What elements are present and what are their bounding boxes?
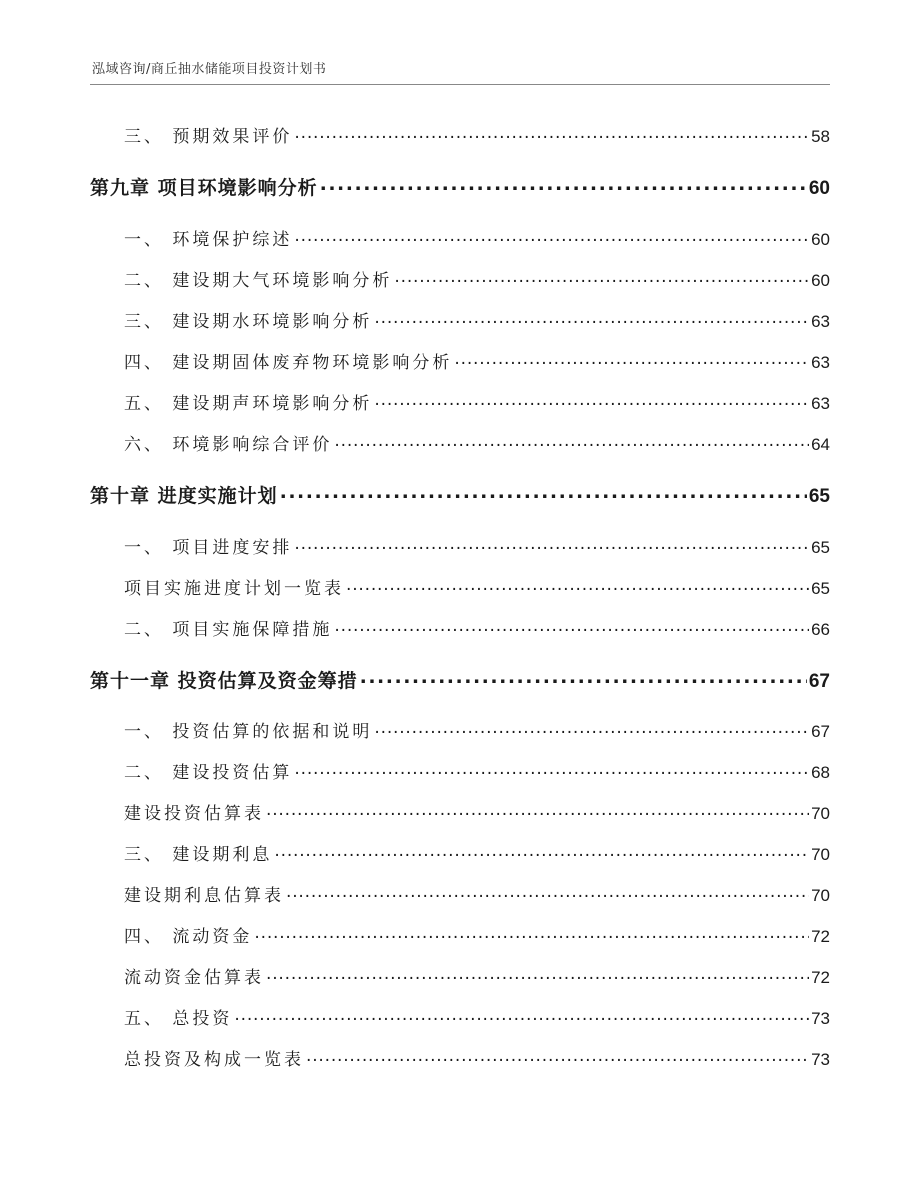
- toc-chapter-title: 第十一章 投资估算及资金筹措: [90, 670, 358, 692]
- toc-entry[interactable]: [90, 717, 830, 742]
- toc-table-entry[interactable]: [90, 963, 830, 988]
- toc-entry-page: 68: [811, 763, 830, 782]
- toc-entry-page: 60: [811, 230, 830, 249]
- toc-entry-title: 五、 建设期声环境影响分析: [124, 394, 373, 414]
- toc-entry-title: 三、 预期效果评价: [124, 127, 293, 147]
- dot-leader: [286, 884, 809, 901]
- toc-entry-page: 60: [811, 271, 830, 290]
- toc-entry-title: 一、 投资估算的依据和说明: [124, 722, 373, 742]
- dot-leader: [266, 966, 809, 983]
- toc-chapter-page: 65: [808, 486, 830, 507]
- toc-entry[interactable]: [90, 615, 830, 640]
- dot-leader: [346, 577, 809, 594]
- toc-entry[interactable]: [90, 225, 830, 250]
- toc-entry[interactable]: [90, 758, 830, 783]
- toc-entry-title: 建设投资估算表: [124, 804, 264, 824]
- toc-table-entry[interactable]: [90, 799, 830, 824]
- dot-leader: [274, 843, 809, 860]
- toc-entry-page: 70: [811, 804, 830, 823]
- toc-entry[interactable]: [90, 922, 830, 947]
- toc-entry-title: 三、 建设期利息: [124, 845, 273, 865]
- dot-leader: [306, 1048, 809, 1065]
- toc-table-entry[interactable]: [90, 574, 830, 599]
- toc-entry[interactable]: [90, 430, 830, 455]
- toc-entry-page: 73: [811, 1050, 830, 1069]
- toc-chapter-title: 第九章 项目环境影响分析: [90, 177, 318, 199]
- toc-entry-title: 总投资及构成一览表: [124, 1050, 304, 1070]
- toc-entry-page: 63: [811, 394, 830, 413]
- toc-entry-page: 70: [811, 886, 830, 905]
- toc-entry-title: 二、 建设期大气环境影响分析: [124, 271, 393, 291]
- toc-entry-title: 一、 环境保护综述: [124, 230, 293, 250]
- dot-leader: [294, 228, 809, 245]
- dot-leader: [334, 618, 809, 635]
- toc-entry[interactable]: [90, 307, 830, 332]
- toc-entry-page: 72: [811, 968, 830, 987]
- dot-leader: [294, 125, 809, 142]
- toc-entry-page: 70: [811, 845, 830, 864]
- toc-chapter-entry[interactable]: [90, 173, 830, 200]
- toc-entry-title: 一、 项目进度安排: [124, 538, 293, 558]
- toc-entry[interactable]: [90, 1004, 830, 1029]
- toc-entry-page: 66: [811, 620, 830, 639]
- toc-entry[interactable]: [90, 533, 830, 558]
- running-header: 泓域咨询/商丘抽水储能项目投资计划书: [92, 62, 327, 77]
- toc-chapter-entry[interactable]: [90, 666, 830, 693]
- toc-entry-title: 二、 项目实施保障措施: [124, 620, 333, 640]
- dot-leader: [394, 269, 809, 286]
- dot-leader: [294, 761, 809, 778]
- dot-leader: [280, 483, 807, 502]
- toc-entry-title: 建设期利息估算表: [124, 886, 284, 906]
- dot-leader: [234, 1007, 809, 1024]
- toc-chapter-page: 67: [808, 671, 830, 692]
- toc-entry-title: 四、 建设期固体废弃物环境影响分析: [124, 353, 453, 373]
- toc-chapter-title: 第十章 进度实施计划: [90, 485, 278, 507]
- toc-entry-page: 65: [811, 579, 830, 598]
- dot-leader: [360, 668, 807, 687]
- toc-entry-page: 58: [811, 127, 830, 146]
- toc-entry-title: 三、 建设期水环境影响分析: [124, 312, 373, 332]
- dot-leader: [254, 925, 809, 942]
- header-divider: [90, 84, 830, 85]
- dot-leader: [374, 720, 809, 737]
- toc-table-entry[interactable]: [90, 1045, 830, 1070]
- toc-entry-page: 65: [811, 538, 830, 557]
- toc-entry[interactable]: [90, 266, 830, 291]
- toc-entry-page: 63: [811, 353, 830, 372]
- toc-entry[interactable]: [90, 840, 830, 865]
- dot-leader: [374, 310, 809, 327]
- toc-entry[interactable]: [90, 122, 830, 147]
- toc-entry-title: 五、 总投资: [124, 1009, 233, 1029]
- toc-entry-page: 72: [811, 927, 830, 946]
- toc-entry-title: 流动资金估算表: [124, 968, 264, 988]
- toc-chapter-entry[interactable]: [90, 481, 830, 508]
- toc-entry-title: 四、 流动资金: [124, 927, 253, 947]
- dot-leader: [334, 433, 809, 450]
- dot-leader: [454, 351, 809, 368]
- toc-entry-title: 项目实施进度计划一览表: [124, 579, 344, 599]
- toc-entry-title: 六、 环境影响综合评价: [124, 435, 333, 455]
- dot-leader: [266, 802, 809, 819]
- dot-leader: [320, 175, 807, 194]
- toc-entry-page: 63: [811, 312, 830, 331]
- toc-entry[interactable]: [90, 389, 830, 414]
- toc-entry-page: 67: [811, 722, 830, 741]
- toc-entry-page: 73: [811, 1009, 830, 1028]
- toc-entry-title: 二、 建设投资估算: [124, 763, 293, 783]
- toc-entry[interactable]: [90, 348, 830, 373]
- toc-chapter-page: 60: [808, 178, 830, 199]
- dot-leader: [374, 392, 809, 409]
- dot-leader: [294, 536, 809, 553]
- toc-entry-page: 64: [811, 435, 830, 454]
- toc-table-entry[interactable]: [90, 881, 830, 906]
